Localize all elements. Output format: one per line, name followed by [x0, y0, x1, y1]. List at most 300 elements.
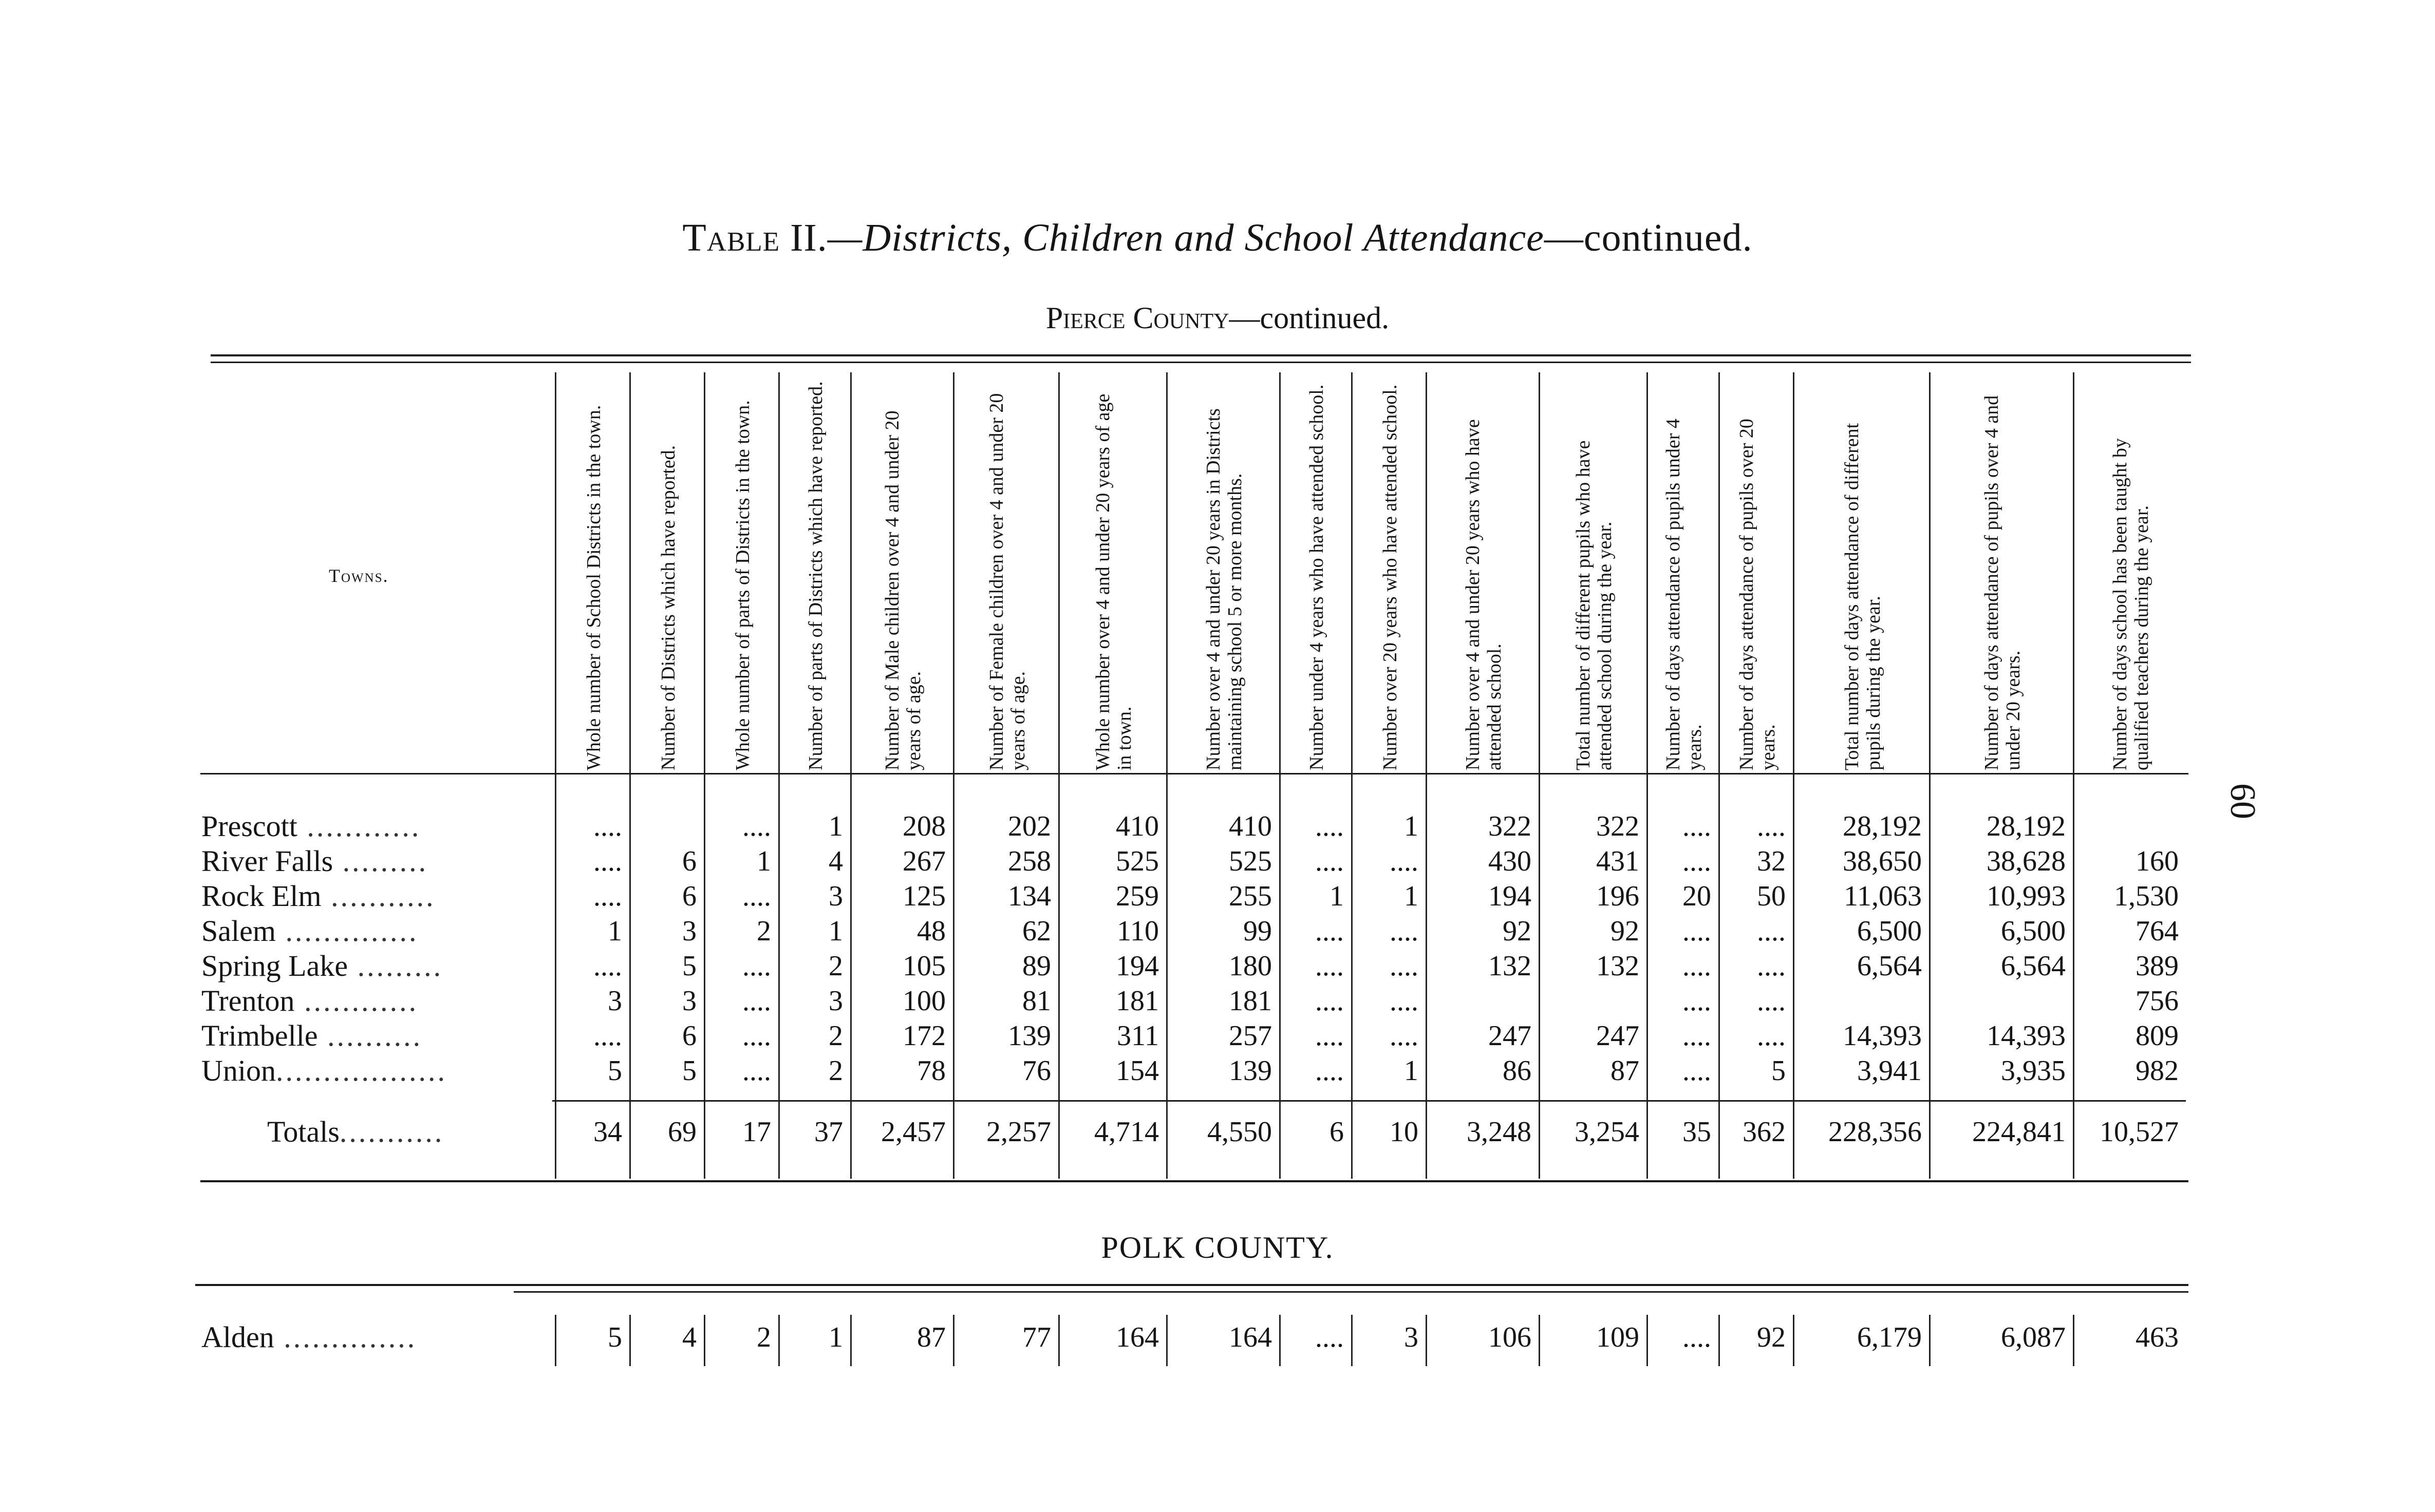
cell-col-5: 78: [917, 1055, 946, 1087]
cell-col-6: 77: [1022, 1321, 1051, 1353]
totals-separator: [1718, 1102, 1720, 1179]
cell-col-16: 28,192: [1987, 810, 2066, 842]
polk-separator: [1279, 1315, 1281, 1366]
column-separator: [704, 774, 705, 1100]
cell-col-10: 1: [1404, 810, 1418, 842]
polk-separator: [1058, 1315, 1060, 1366]
towns-column-header: Towns.: [329, 565, 389, 586]
totals-separator: [1351, 1102, 1353, 1179]
column-separator: [1793, 774, 1794, 1100]
column-header-text: Number of days attendance of pupils over 4 and under 20 years.: [1981, 395, 2024, 770]
cell-col-10: 1: [1404, 880, 1418, 912]
cell-col-11: 86: [1503, 1055, 1531, 1087]
polk-separator: [778, 1315, 780, 1366]
totals-separator: [953, 1102, 954, 1179]
column-header-text: Number of Female children over 4 and under 20 years of age.: [985, 393, 1029, 770]
cell-col-5: 172: [903, 1020, 946, 1052]
table-row: [0, 984, 2435, 1018]
cell-col-12: 92: [1610, 915, 1639, 947]
cell-col-4: 2: [829, 1055, 843, 1087]
cell-col-14: ....: [1757, 810, 1786, 842]
cell-col-15: 11,063: [1844, 880, 1922, 912]
column-separator: [1929, 774, 1931, 1100]
cell-col-10: ....: [1390, 985, 1418, 1017]
cell-col-3: 2: [757, 1321, 771, 1353]
cell-col-17: 756: [2136, 985, 2179, 1017]
polk-separator: [1793, 1315, 1794, 1366]
cell-col-1: 3: [608, 985, 622, 1017]
cell-col-15: 3,941: [1857, 1055, 1922, 1087]
column-separator: [850, 774, 852, 1100]
cell-col-13: ....: [1682, 845, 1711, 877]
column-separator: [1718, 774, 1720, 1100]
column-separator: [1646, 774, 1648, 1100]
column-header-16: [1929, 372, 2074, 778]
total-col-11: 3,248: [1467, 1116, 1531, 1148]
totals-separator: [704, 1102, 705, 1179]
cell-col-5: 125: [903, 880, 946, 912]
cell-col-3: ....: [742, 810, 771, 842]
table-row: [0, 809, 2435, 844]
total-col-3: 17: [742, 1116, 771, 1148]
total-col-12: 3,254: [1575, 1116, 1639, 1148]
dot-leader: ...........: [339, 1115, 444, 1148]
totals-separator: [1279, 1102, 1281, 1179]
cell-col-17: 809: [2136, 1020, 2179, 1052]
subtitle-suffix: —continued.: [1229, 301, 1390, 335]
polk-separator: [1718, 1315, 1720, 1366]
total-col-1: 34: [593, 1116, 622, 1148]
cell-col-7: 164: [1116, 1321, 1159, 1353]
cell-col-10: 1: [1404, 1055, 1418, 1087]
cell-col-9: ....: [1315, 845, 1344, 877]
cell-col-17: 1,530: [2114, 880, 2179, 912]
cell-col-11: [1426, 984, 1539, 1018]
total-col-8: 4,550: [1207, 1116, 1272, 1148]
column-header-13: [1646, 372, 1720, 778]
cell-col-12: 87: [1610, 1055, 1639, 1087]
polk-separator: [850, 1315, 852, 1366]
cell-col-4: 3: [829, 985, 843, 1017]
polk-separator: [704, 1315, 705, 1366]
cell-col-3: ....: [742, 880, 771, 912]
cell-col-11: 194: [1488, 880, 1531, 912]
total-col-14: 362: [1743, 1116, 1786, 1148]
column-header-text: Number over 4 and under 20 years who have attended school.: [1462, 419, 1505, 770]
cell-col-8: 525: [1229, 845, 1272, 877]
polk-separator: [1646, 1315, 1648, 1366]
cell-col-1: ....: [593, 810, 622, 842]
column-separator: [1351, 774, 1353, 1100]
town-name: [201, 1018, 551, 1053]
total-col-4: 37: [814, 1116, 843, 1148]
cell-col-17: 982: [2136, 1055, 2179, 1087]
totals-separator: [1646, 1102, 1648, 1179]
cell-col-8: 257: [1229, 1020, 1272, 1052]
cell-col-8: 139: [1229, 1055, 1272, 1087]
cell-col-3: ....: [742, 985, 771, 1017]
cell-col-16: 38,628: [1987, 845, 2066, 877]
column-header-5: [850, 372, 954, 778]
column-separator: [953, 774, 954, 1100]
table-row: [0, 879, 2435, 914]
town-name: [201, 984, 551, 1018]
cell-col-8: 99: [1243, 915, 1272, 947]
column-header-14: [1718, 372, 1794, 778]
cell-col-6: 202: [1008, 810, 1051, 842]
cell-col-2: 3: [682, 915, 697, 947]
cell-col-12: 247: [1596, 1020, 1639, 1052]
column-header-text: Number of days attendance of pupils under 4 years.: [1662, 419, 1706, 770]
polk-top-rule: [195, 1284, 2188, 1286]
cell-col-3: 2: [757, 915, 771, 947]
town-name: [201, 1320, 551, 1355]
cell-col-5: 48: [917, 915, 946, 947]
totals-separator: [1426, 1102, 1427, 1179]
cell-col-7: 311: [1117, 1020, 1159, 1052]
totals-separator: [850, 1102, 852, 1179]
cell-col-12: [1539, 984, 1646, 1018]
column-header-9: [1279, 372, 1353, 778]
town-name: [201, 1053, 551, 1088]
town-label: Spring Lake: [201, 949, 348, 982]
cell-col-6: 258: [1008, 845, 1051, 877]
cell-col-3: 1: [757, 845, 771, 877]
totals-row-line: [0, 1114, 2435, 1149]
town-name: [201, 914, 551, 949]
cell-col-11: 106: [1488, 1321, 1531, 1353]
cell-col-1: ....: [593, 1020, 622, 1052]
cell-col-10: ....: [1390, 915, 1418, 947]
column-header-text: Number over 4 and under 20 years in Districts maintaining school 5 or more months.: [1203, 408, 1246, 770]
town-name: [201, 949, 551, 984]
county-subtitle: [0, 300, 2435, 336]
town-label: Salem: [201, 914, 276, 948]
cell-col-13: ....: [1682, 1055, 1711, 1087]
cell-col-9: ....: [1315, 810, 1344, 842]
cell-col-14: ....: [1757, 985, 1786, 1017]
cell-col-15: 6,500: [1857, 915, 1922, 947]
cell-col-4: 2: [829, 950, 843, 982]
cell-col-6: 62: [1022, 915, 1051, 947]
cell-col-11: 247: [1488, 1020, 1531, 1052]
cell-col-7: 181: [1116, 985, 1159, 1017]
cell-col-16: 10,993: [1987, 880, 2066, 912]
table-row: [0, 914, 2435, 949]
cell-col-12: 431: [1596, 845, 1639, 877]
column-header-text: Total number of days attendance of different pupils during the year.: [1841, 423, 1884, 770]
cell-col-16: 6,087: [2001, 1321, 2066, 1353]
total-col-5: 2,457: [881, 1116, 946, 1148]
cell-col-9: 1: [1329, 880, 1344, 912]
cell-col-2: 3: [682, 985, 697, 1017]
cell-col-4: 3: [829, 880, 843, 912]
column-header-2: [629, 372, 705, 778]
cell-col-10: 3: [1404, 1321, 1418, 1353]
cell-col-8: 255: [1229, 880, 1272, 912]
column-header-8: [1166, 372, 1281, 778]
dot-leader: ............: [297, 809, 421, 843]
cell-col-8: 410: [1229, 810, 1272, 842]
totals-separator: [1166, 1102, 1168, 1179]
cell-col-17: 389: [2136, 950, 2179, 982]
dot-leader: ...........: [321, 879, 436, 913]
cell-col-2: 5: [682, 1055, 697, 1087]
cell-col-12: 196: [1596, 880, 1639, 912]
cell-col-1: 1: [608, 915, 622, 947]
cell-col-8: 180: [1229, 950, 1272, 982]
dot-leader: ............: [294, 984, 419, 1017]
column-header-text: Number over 20 years who have attended school.: [1379, 384, 1401, 770]
cell-col-4: 2: [829, 1020, 843, 1052]
column-header-text: Number of days school has been taught by qualified teachers during the year.: [2109, 438, 2152, 770]
polk-top-rule-2: [514, 1291, 2188, 1293]
total-col-6: 2,257: [986, 1116, 1051, 1148]
column-header-1: [555, 372, 631, 778]
polk-separator: [1166, 1315, 1168, 1366]
dot-leader: ..........: [317, 1019, 423, 1052]
column-header-text: Number under 4 years who have attended school.: [1306, 384, 1327, 770]
cell-col-17: 160: [2136, 845, 2179, 877]
column-separator: [1279, 774, 1281, 1100]
cell-col-9: ....: [1315, 1020, 1344, 1052]
column-separator: [629, 774, 631, 1100]
cell-col-5: 87: [917, 1321, 946, 1353]
cell-col-6: 89: [1022, 950, 1051, 982]
cell-col-14: 5: [1771, 1055, 1786, 1087]
cell-col-9: ....: [1315, 950, 1344, 982]
totals-separator: [778, 1102, 780, 1179]
cell-col-4: 1: [829, 915, 843, 947]
cell-col-7: 194: [1116, 950, 1159, 982]
polk-separator: [953, 1315, 954, 1366]
cell-col-8: 164: [1229, 1321, 1272, 1353]
column-header-10: [1351, 372, 1427, 778]
cell-col-17: 764: [2136, 915, 2179, 947]
polk-separator: [629, 1315, 631, 1366]
totals-separator: [629, 1102, 631, 1179]
cell-col-16: 6,500: [2001, 915, 2066, 947]
title-suffix: —continued.: [1544, 216, 1753, 259]
title-prefix: Table II.: [682, 216, 828, 259]
cell-col-5: 267: [903, 845, 946, 877]
cell-col-11: 132: [1488, 950, 1531, 982]
cell-col-15: 14,393: [1843, 1020, 1922, 1052]
table-row: [0, 844, 2435, 879]
cell-col-4: 1: [829, 1321, 843, 1353]
cell-col-2: [629, 809, 704, 844]
total-col-15: 228,356: [1828, 1116, 1922, 1148]
cell-col-11: 430: [1488, 845, 1531, 877]
cell-col-13: ....: [1682, 985, 1711, 1017]
column-separator: [1058, 774, 1060, 1100]
cell-col-5: 100: [903, 985, 946, 1017]
town-label: Prescott: [201, 809, 297, 843]
column-header-15: [1793, 372, 1931, 778]
cell-col-16: 3,935: [2001, 1055, 2066, 1087]
polk-separator: [1539, 1315, 1540, 1366]
column-header-text: Whole number over 4 and under 20 years of age in town.: [1092, 393, 1135, 770]
totals-separator: [555, 1102, 556, 1179]
totals-separator: [1929, 1102, 1931, 1179]
total-col-13: 35: [1682, 1116, 1711, 1148]
cell-col-5: 105: [903, 950, 946, 982]
town-label: Union: [201, 1054, 276, 1087]
cell-col-3: ....: [742, 1020, 771, 1052]
table-row: [0, 949, 2435, 984]
town-name: [201, 844, 551, 879]
town-label: Rock Elm: [201, 879, 322, 913]
column-separator: [778, 774, 780, 1100]
table-row: [0, 1320, 2435, 1355]
column-header-text: Whole number of parts of Districts in the town.: [732, 400, 754, 770]
column-separator: [1539, 774, 1540, 1100]
cell-col-6: 134: [1008, 880, 1051, 912]
polk-separator: [555, 1315, 556, 1366]
cell-col-13: ....: [1682, 1020, 1711, 1052]
total-col-7: 4,714: [1094, 1116, 1159, 1148]
column-separator: [555, 774, 556, 1100]
cell-col-17: 463: [2136, 1321, 2179, 1353]
town-name: [201, 879, 551, 914]
cell-col-10: ....: [1390, 1020, 1418, 1052]
cell-col-7: 525: [1116, 845, 1159, 877]
dot-leader: .........: [348, 949, 443, 982]
title-italic: —Districts, Children and School Attendance: [827, 216, 1544, 259]
town-label: River Falls: [201, 844, 333, 878]
cell-col-9: ....: [1315, 985, 1344, 1017]
column-header-text: Number of Male children over 4 and under 20 years of age.: [882, 410, 925, 770]
cell-col-13: 20: [1682, 880, 1711, 912]
cell-col-9: ....: [1315, 915, 1344, 947]
cell-col-13: ....: [1682, 1321, 1711, 1353]
cell-col-15: 38,650: [1843, 845, 1922, 877]
cell-col-12: 132: [1596, 950, 1639, 982]
cell-col-14: ....: [1757, 950, 1786, 982]
cell-col-1: ....: [593, 950, 622, 982]
total-col-16: 224,841: [1972, 1116, 2066, 1148]
header-bottom-rule: [200, 773, 2188, 774]
town-label: Trenton: [201, 984, 295, 1017]
cell-col-14: ....: [1757, 915, 1786, 947]
column-header-17: [2073, 372, 2187, 778]
cell-col-2: 6: [682, 845, 697, 877]
town-label: Trimbelle: [201, 1019, 318, 1052]
total-col-17: 10,527: [2100, 1116, 2179, 1148]
cell-col-6: 81: [1022, 985, 1051, 1017]
cell-col-16: 14,393: [1987, 1020, 2066, 1052]
cell-col-12: 109: [1596, 1321, 1639, 1353]
column-header-11: [1426, 372, 1540, 778]
cell-col-6: 139: [1008, 1020, 1051, 1052]
cell-col-14: 50: [1757, 880, 1786, 912]
cell-col-3: ....: [742, 950, 771, 982]
cell-col-14: ....: [1757, 1020, 1786, 1052]
cell-col-10: ....: [1390, 950, 1418, 982]
cell-col-11: 92: [1503, 915, 1531, 947]
totals-separator: [1793, 1102, 1794, 1179]
column-header-12: [1539, 372, 1648, 778]
cell-col-10: ....: [1390, 845, 1418, 877]
table-title: [0, 216, 2435, 260]
cell-col-15: 28,192: [1843, 810, 1922, 842]
cell-col-7: 410: [1116, 810, 1159, 842]
cell-col-6: 76: [1022, 1055, 1051, 1087]
cell-col-13: ....: [1682, 810, 1711, 842]
column-header-text: Number of parts of Districts which have reported.: [805, 381, 827, 770]
cell-col-16: 6,564: [2001, 950, 2066, 982]
column-header-4: [778, 372, 852, 778]
cell-col-14: 92: [1757, 1321, 1786, 1353]
column-header-text: Number of days attendance of pupils over 20 years.: [1735, 419, 1779, 770]
dot-leader: .........: [333, 844, 428, 878]
cell-col-2: 4: [682, 1321, 697, 1353]
totals-text: Totals: [267, 1115, 340, 1148]
polk-separator: [1351, 1315, 1353, 1366]
cell-col-13: ....: [1682, 915, 1711, 947]
cell-col-14: 32: [1757, 845, 1786, 877]
cell-col-15: 6,564: [1857, 950, 1922, 982]
column-header-text: Total number of different pupils who have attended school during the year.: [1572, 440, 1616, 770]
dot-leader: ..................: [276, 1054, 447, 1087]
column-separator: [2073, 774, 2074, 1100]
total-col-9: 6: [1329, 1116, 1344, 1148]
cell-col-7: 154: [1116, 1055, 1159, 1087]
polk-separator: [1929, 1315, 1931, 1366]
cell-col-2: 6: [682, 1020, 697, 1052]
column-separator: [1166, 774, 1168, 1100]
cell-col-5: 208: [903, 810, 946, 842]
cell-col-7: 259: [1116, 880, 1159, 912]
totals-separator: [1539, 1102, 1540, 1179]
cell-col-3: ....: [742, 1055, 771, 1087]
cell-col-1: ....: [593, 880, 622, 912]
cell-col-2: 6: [682, 880, 697, 912]
polk-separator: [2073, 1315, 2074, 1366]
cell-col-15: [1793, 984, 1929, 1018]
totals-bottom-rule: [200, 1180, 2188, 1182]
cell-col-2: 5: [682, 950, 697, 982]
polk-county-heading: POLK COUNTY.: [1101, 1231, 1334, 1264]
cell-col-16: [1929, 984, 2073, 1018]
cell-col-13: ....: [1682, 950, 1711, 982]
column-header-text: Whole number of School Districts in the town.: [583, 405, 605, 770]
totals-top-rule: [552, 1100, 2186, 1102]
header-top-rule: [211, 354, 2191, 356]
table-row: [0, 1018, 2435, 1053]
totals-separator: [1058, 1102, 1060, 1179]
town-label: Alden: [201, 1320, 274, 1354]
page-number: 60: [2223, 783, 2262, 819]
cell-col-1: ....: [593, 845, 622, 877]
column-header-6: [953, 372, 1060, 778]
column-header-text: Number of Districts which have reported.: [657, 445, 679, 770]
cell-col-8: 181: [1229, 985, 1272, 1017]
header-top-rule-2: [211, 362, 2191, 363]
dot-leader: ..............: [274, 1320, 417, 1354]
total-col-2: 69: [668, 1116, 697, 1148]
cell-col-12: 322: [1596, 810, 1639, 842]
column-separator: [1426, 774, 1427, 1100]
table-row: [0, 1053, 2435, 1088]
column-header-7: [1058, 372, 1168, 778]
cell-col-15: 6,179: [1857, 1321, 1922, 1353]
cell-col-9: ....: [1315, 1055, 1344, 1087]
totals-separator: [2073, 1102, 2074, 1179]
column-header-3: [704, 372, 780, 778]
cell-col-11: 322: [1488, 810, 1531, 842]
dot-leader: ..............: [275, 914, 419, 948]
